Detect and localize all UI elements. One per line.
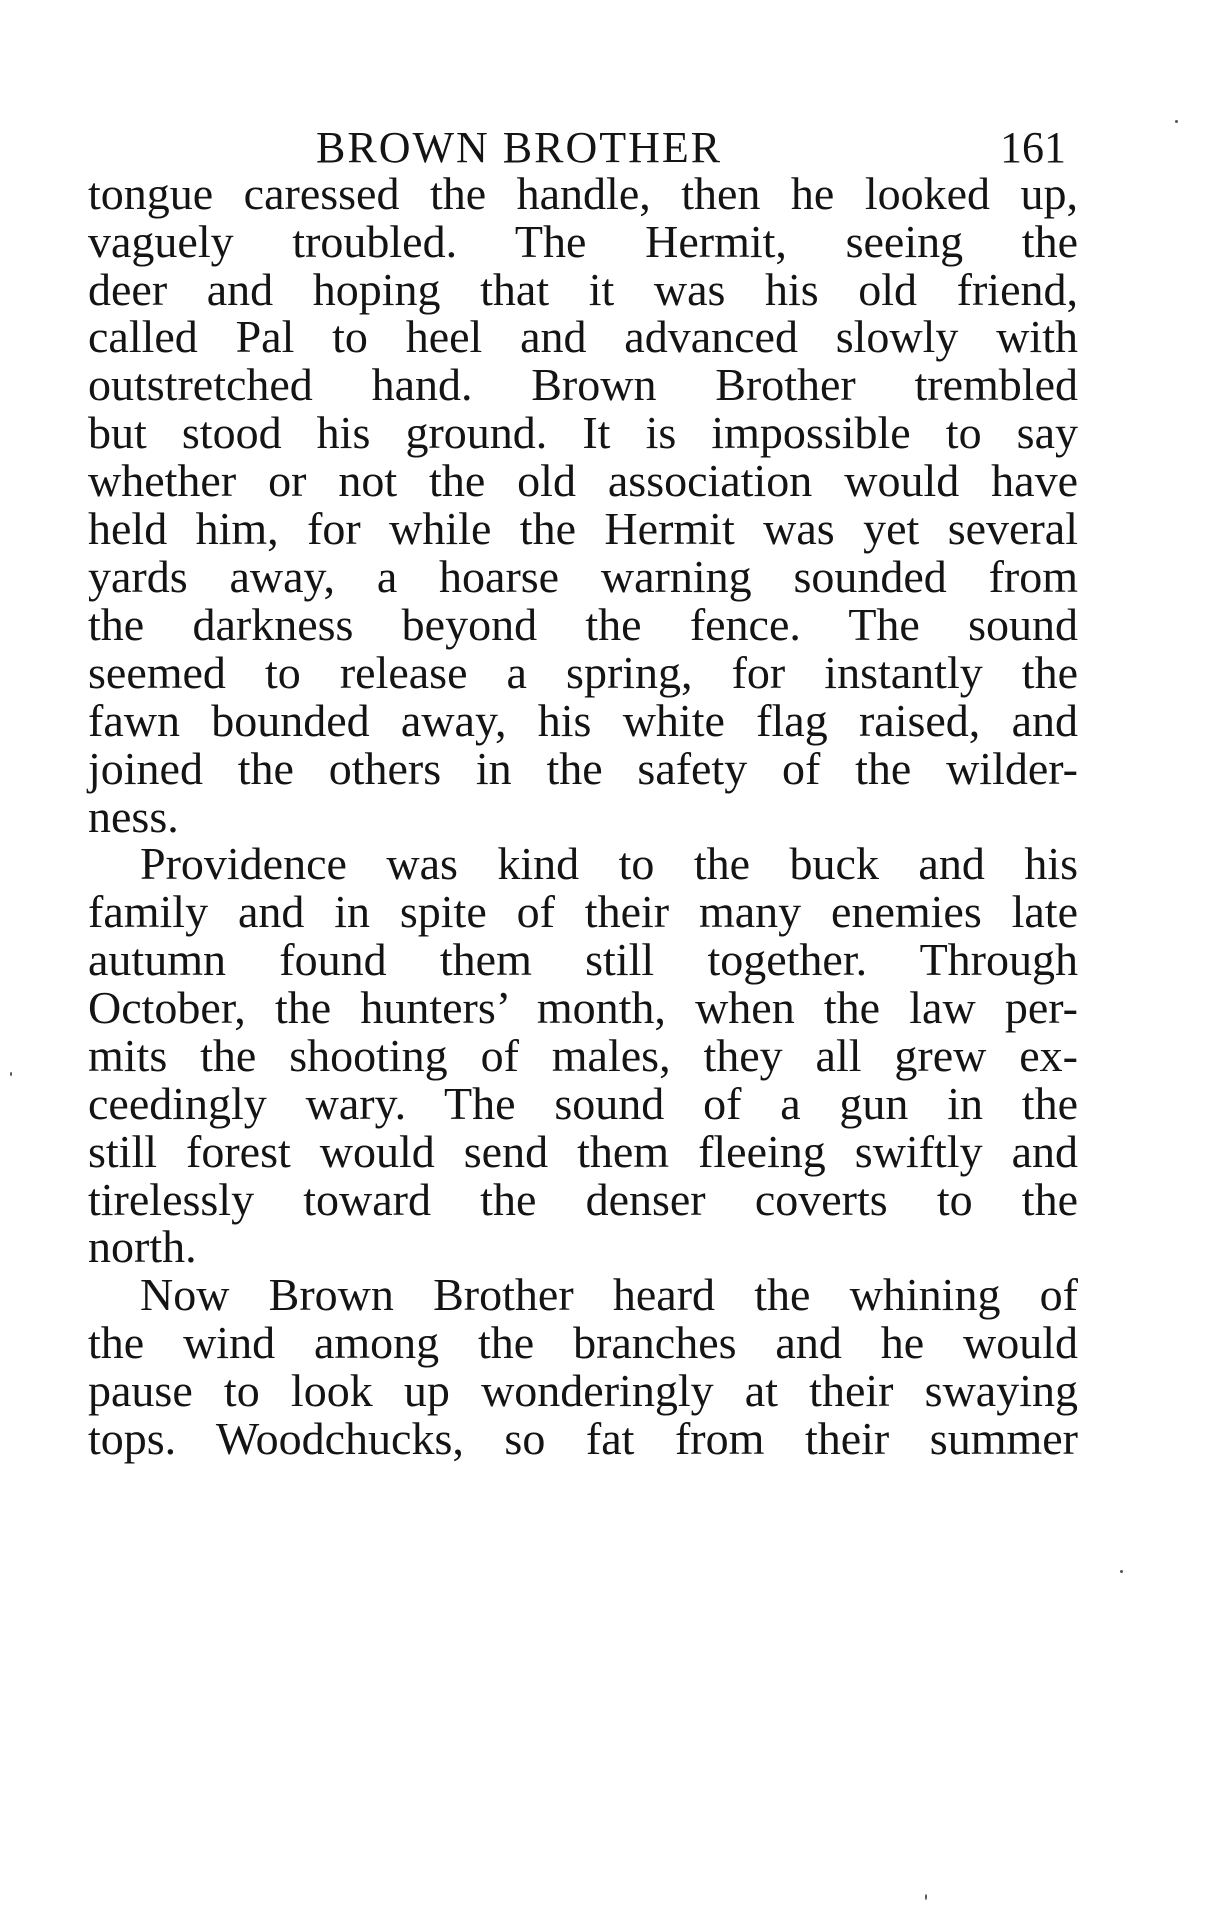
scan-speck [1175, 120, 1178, 123]
text-line: north. [88, 1221, 197, 1272]
text-line: the darkness beyond the fence. The sound [88, 599, 1078, 650]
text-line: but stood his ground. It is impossible to say [88, 407, 1078, 458]
text-line: autumn found them still together. Through [88, 934, 1078, 985]
text-line: joined the others in the safety of the wilder- [88, 743, 1078, 794]
paragraph-first-line: Now Brown Brother heard the whining of [140, 1269, 1078, 1320]
text-line: outstretched hand. Brown Brother trembled [88, 359, 1078, 410]
text-line: tirelessly toward the denser coverts to the [88, 1174, 1078, 1225]
text-line: mits the shooting of males, they all grew ex- [88, 1030, 1078, 1081]
text-line: deer and hoping that it was his old friend, [88, 264, 1078, 315]
running-title: BROWN BROTHER [316, 123, 723, 172]
text-line: ness. [88, 791, 179, 842]
text-line: fawn bounded away, his white flag raised, and [88, 695, 1078, 746]
text-line: October, the hunters’ month, when the law per- [88, 982, 1078, 1033]
page-number: 161 [1000, 123, 1066, 172]
text-line: still forest would send them fleeing swiftly and [88, 1126, 1078, 1177]
text-line: the wind among the branches and he would [88, 1317, 1078, 1368]
paragraph-first-line: Providence was kind to the buck and his [140, 838, 1078, 889]
text-line: tongue caressed the handle, then he looked up, [88, 168, 1078, 219]
text-line: vaguely troubled. The Hermit, seeing the [88, 216, 1078, 267]
text-line: seemed to release a spring, for instantly the [88, 647, 1078, 698]
text-line: tops. Woodchucks, so fat from their summer [88, 1413, 1078, 1464]
text-line: family and in spite of their many enemies late [88, 886, 1078, 937]
text-line: called Pal to heel and advanced slowly with [88, 311, 1078, 362]
scan-speck [10, 1072, 12, 1076]
text-line: held him, for while the Hermit was yet several [88, 503, 1078, 554]
text-line: whether or not the old association would have [88, 455, 1078, 506]
scan-speck [1120, 1570, 1123, 1573]
text-line: pause to look up wonderingly at their swaying [88, 1365, 1078, 1416]
text-line: ceedingly wary. The sound of a gun in the [88, 1078, 1078, 1129]
text-line: yards away, a hoarse warning sounded from [88, 551, 1078, 602]
scan-speck [925, 1894, 927, 1900]
